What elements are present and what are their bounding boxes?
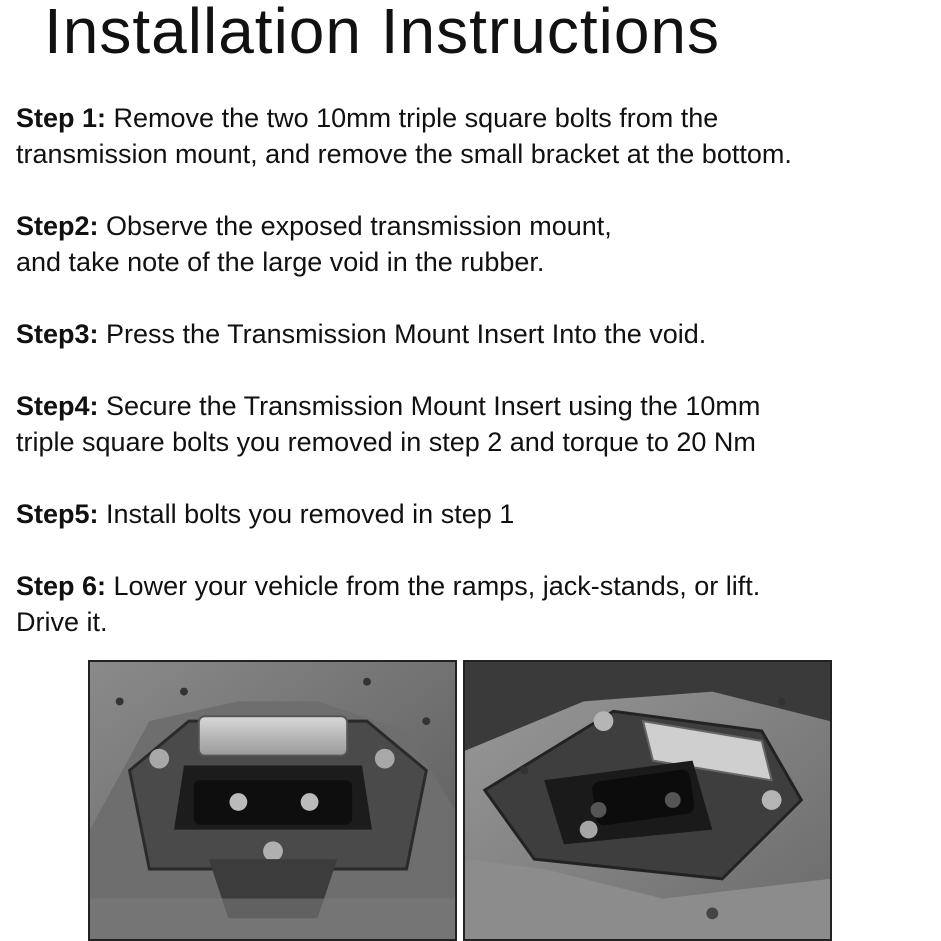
step-text: Lower your vehicle from the ramps, jack-stands, or lift. [106, 571, 761, 601]
step-label: Step 6: [16, 571, 107, 601]
step-label: Step3: [16, 319, 99, 349]
step-text: transmission mount, and remove the small bracket at the bottom. [16, 139, 792, 169]
step-1 [16, 100, 936, 172]
step-text: Remove the two 10mm triple square bolts from the [106, 103, 719, 133]
step-text: Install bolts you removed in step 1 [98, 499, 515, 529]
transmission-mount-angled-photo [463, 660, 832, 941]
step-3 [16, 316, 936, 352]
step-5 [16, 496, 936, 532]
step-text: Secure the Transmission Mount Insert using the 10mm [98, 391, 761, 421]
step-label: Step2: [16, 211, 99, 241]
step-text: triple square bolts you removed in step 2 and torque to 20 Nm [16, 427, 756, 457]
step-text: Drive it. [16, 607, 108, 637]
step-text: and take note of the large void in the rubber. [16, 247, 545, 277]
step-text: Press the Transmission Mount Insert Into the void. [98, 319, 707, 349]
step-label: Step5: [16, 499, 99, 529]
step-2 [16, 208, 936, 280]
step-4 [16, 388, 936, 460]
photo-row [88, 660, 832, 941]
step-6 [16, 568, 936, 640]
step-text: Observe the exposed transmission mount, [98, 211, 612, 241]
page-title: Installation Instructions [44, 0, 720, 67]
step-label: Step 1: [16, 103, 107, 133]
transmission-mount-front-photo [88, 660, 457, 941]
step-label: Step4: [16, 391, 99, 421]
